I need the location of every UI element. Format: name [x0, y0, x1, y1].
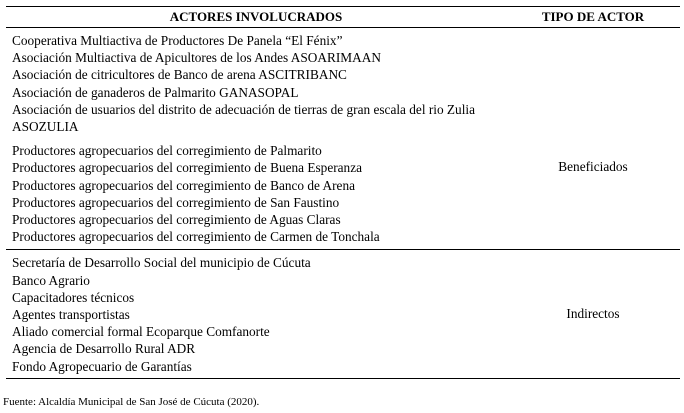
- type-beneficiados: Beneficiados: [558, 159, 628, 174]
- list-item: Asociación de usuarios del distrito de adecuación de tierras de gran escala del rio Zulia ASOZULIA: [12, 101, 475, 135]
- bottom-rule: [6, 378, 680, 379]
- spacer: [12, 135, 512, 142]
- source-note: Fuente: Alcaldía Municipal de San José de Cúcuta (2020).: [3, 396, 260, 408]
- list-item: Capacitadores técnicos: [12, 289, 135, 305]
- type-indirectos: Indirectos: [566, 306, 620, 322]
- header-actors: ACTORES INVOLUCRADOS: [169, 9, 343, 24]
- group-beneficiados: [6, 28, 680, 249]
- list-item: Productores agropecuarios del corregimiento de Carmen de Tonchala: [12, 229, 380, 245]
- list-item: Banco Agrario: [12, 272, 90, 288]
- table-header: [6, 7, 680, 27]
- list-item: Productores agropecuarios del corregimiento de Banco de Arena: [12, 177, 356, 193]
- list-item: Fondo Agropecuario de Garantías: [12, 358, 192, 374]
- list-item: Asociación de citricultores de Banco de arena ASCITRIBANC: [12, 67, 347, 83]
- list-item: Asociación Multiactiva de Apicultores de los Andes ASOARIMAAN: [12, 50, 381, 66]
- list-item: Productores agropecuarios del corregimiento de Buena Esperanza: [12, 160, 363, 176]
- group-indirectos: [6, 250, 680, 377]
- beneficiados-list: [6, 32, 512, 245]
- list-item: Agentes transportistas: [12, 307, 130, 323]
- actors-table: [6, 6, 680, 379]
- list-item: Productores agropecuarios del corregimiento de San Faustino: [12, 194, 340, 210]
- list-item: Aliado comercial formal Ecoparque Comfanorte: [12, 324, 270, 340]
- indirectos-list: [6, 254, 512, 374]
- list-item: Secretaría de Desarrollo Social del municipio de Cúcuta: [12, 255, 311, 271]
- list-item: Asociación de ganaderos de Palmarito GANASOPAL: [12, 84, 299, 100]
- list-item: Cooperativa Multiactiva de Productores De Panela “El Fénix”: [12, 33, 343, 48]
- header-type: TIPO DE ACTOR: [541, 9, 645, 24]
- list-item: Agencia de Desarrollo Rural ADR: [12, 341, 196, 357]
- list-item: Productores agropecuarios del corregimiento de Aguas Claras: [12, 212, 341, 228]
- list-item: Productores agropecuarios del corregimiento de Palmarito: [12, 143, 322, 159]
